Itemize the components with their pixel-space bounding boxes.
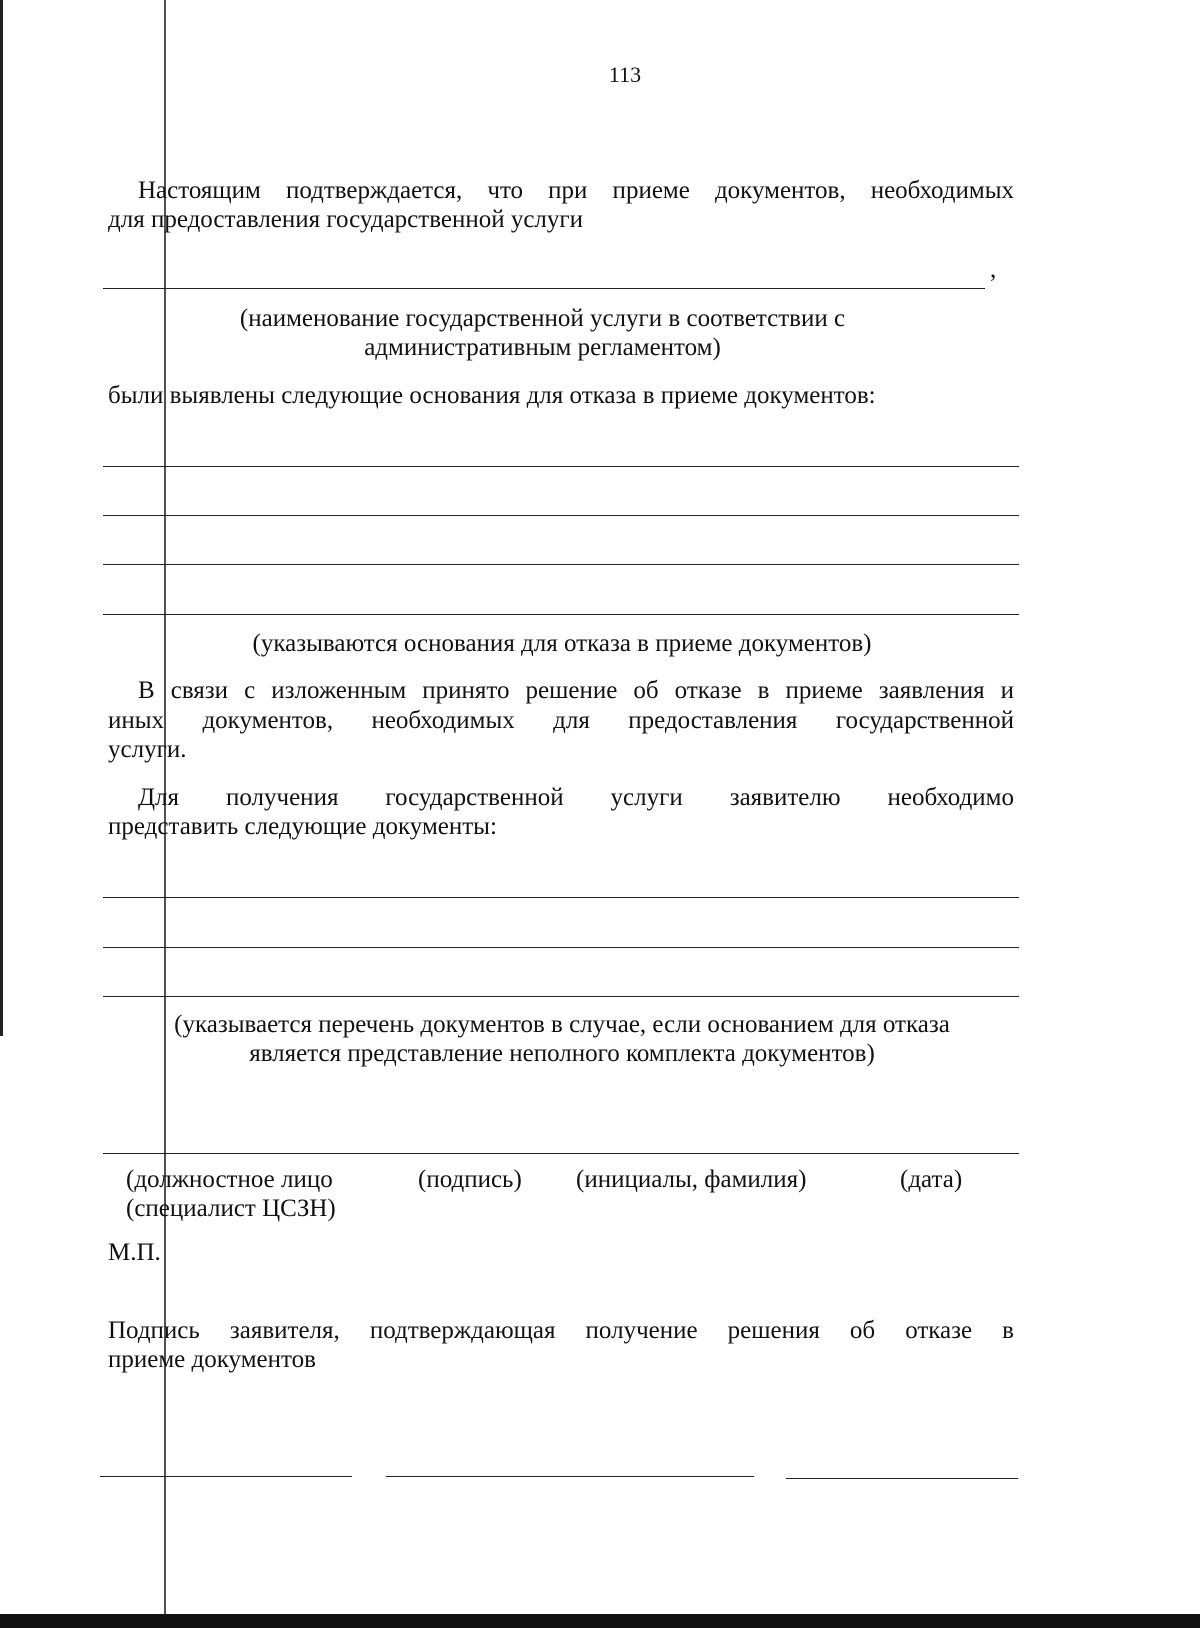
applicant-name-field[interactable] <box>386 1476 754 1477</box>
decision-line-3: услуги. <box>108 736 187 763</box>
signature-caption: (подпись) <box>418 1166 522 1193</box>
grounds-field-line-1[interactable] <box>103 466 1019 467</box>
grounds-field-line-4[interactable] <box>103 614 1019 615</box>
scan-artifact-bottom-edge <box>0 1614 1200 1628</box>
applicant-date-field[interactable] <box>786 1478 1018 1479</box>
intro-line-2: для предоставления государственной услуги <box>108 206 584 233</box>
docs-caption-line-1: (указывается перечень документов в случае, если основанием для отказа <box>174 1011 950 1038</box>
scan-artifact-left-edge <box>0 0 3 1036</box>
docs-field-line-1[interactable] <box>103 897 1019 898</box>
docs-field-line-3[interactable] <box>103 996 1019 997</box>
applicant-signature-line-1: Подпись заявителя, подтверждающая получение решения об отказе в <box>108 1317 1014 1344</box>
grounds-intro: были выявлены следующие основания для отказа в приеме документов: <box>108 382 876 409</box>
service-caption-line-1: (наименование государственной услуги в соответствии с <box>239 305 846 332</box>
required-docs-line-2: представить следующие документы: <box>108 813 497 840</box>
decision-line-2: иных документов, необходимых для предоставления государственной <box>108 707 1014 734</box>
service-caption-line-2: административным регламентом) <box>364 334 721 361</box>
signature-field-line[interactable] <box>103 1153 1019 1154</box>
stamp-label: М.П. <box>108 1239 161 1266</box>
applicant-signature-line-2: приеме документов <box>108 1346 316 1373</box>
date-caption: (дата) <box>900 1166 963 1193</box>
grounds-field-line-2[interactable] <box>103 515 1019 516</box>
name-caption: (инициалы, фамилия) <box>576 1166 807 1193</box>
page-number: 113 <box>608 62 642 87</box>
official-caption-line-2: (специалист ЦСЗН) <box>126 1195 336 1222</box>
docs-caption-line-2: является представление неполного комплекта документов) <box>249 1040 875 1067</box>
docs-field-line-2[interactable] <box>103 947 1019 948</box>
required-docs-line-1: Для получения государственной услуги заявителю необходимо <box>138 784 1014 811</box>
intro-comma: , <box>990 256 997 283</box>
service-name-field-line[interactable] <box>103 288 985 289</box>
official-caption-line-1: (должностное лицо <box>126 1166 333 1193</box>
grounds-field-line-3[interactable] <box>103 564 1019 565</box>
applicant-signature-field[interactable] <box>100 1476 352 1477</box>
intro-line-1: Настоящим подтверждается, что при приеме документов, необходимых <box>138 177 1014 204</box>
grounds-caption: (указываются основания для отказа в приеме документов) <box>252 630 872 657</box>
decision-line-1: В связи с изложенным принято решение об отказе в приеме заявления и <box>138 677 1014 704</box>
